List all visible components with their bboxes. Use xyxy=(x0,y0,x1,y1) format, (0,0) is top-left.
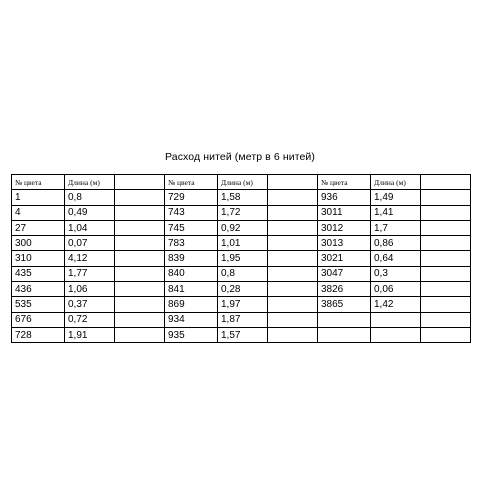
header-length: Длина (м) xyxy=(218,175,268,190)
table-row xyxy=(12,205,471,220)
color-number-cell xyxy=(318,312,371,327)
length-cell: 0,49 xyxy=(65,205,115,220)
color-number-cell: 3021 xyxy=(318,251,371,266)
color-number-cell: 3047 xyxy=(318,266,371,281)
spacer-cell xyxy=(268,251,318,266)
length-cell: 0,64 xyxy=(371,251,421,266)
spacer-cell xyxy=(421,175,471,190)
header-length: Длина (м) xyxy=(371,175,421,190)
spacer-cell xyxy=(115,312,165,327)
table-row xyxy=(12,282,471,297)
length-cell: 1,57 xyxy=(218,327,268,342)
spacer-cell xyxy=(115,266,165,281)
spacer-cell xyxy=(421,220,471,235)
length-cell: 4,12 xyxy=(65,251,115,266)
length-cell: 1,77 xyxy=(65,266,115,281)
color-number-cell: 3865 xyxy=(318,297,371,312)
spacer-cell xyxy=(115,175,165,190)
length-cell: 1,91 xyxy=(65,327,115,342)
length-cell: 1,01 xyxy=(218,236,268,251)
spacer-cell xyxy=(421,236,471,251)
length-cell: 0,92 xyxy=(218,220,268,235)
length-cell: 0,8 xyxy=(218,266,268,281)
length-cell: 0,28 xyxy=(218,282,268,297)
spacer-cell xyxy=(421,266,471,281)
table-row xyxy=(12,327,471,342)
spacer-cell xyxy=(421,312,471,327)
color-number-cell: 743 xyxy=(165,205,218,220)
table-row xyxy=(12,266,471,281)
length-cell: 1,97 xyxy=(218,297,268,312)
color-number-cell: 936 xyxy=(318,190,371,205)
color-number-cell: 869 xyxy=(165,297,218,312)
length-cell: 1,87 xyxy=(218,312,268,327)
length-cell: 0,37 xyxy=(65,297,115,312)
spacer-cell xyxy=(268,327,318,342)
color-number-cell: 728 xyxy=(12,327,65,342)
length-cell: 1,41 xyxy=(371,205,421,220)
length-cell: 1,49 xyxy=(371,190,421,205)
header-color-no: № цвета xyxy=(318,175,371,190)
color-number-cell: 535 xyxy=(12,297,65,312)
thread-consumption-table xyxy=(11,174,471,343)
spacer-cell xyxy=(268,190,318,205)
table-row xyxy=(12,297,471,312)
spacer-cell xyxy=(268,266,318,281)
spacer-cell xyxy=(421,297,471,312)
length-cell: 1,42 xyxy=(371,297,421,312)
spacer-cell xyxy=(115,297,165,312)
color-number-cell: 841 xyxy=(165,282,218,297)
length-cell: 1,95 xyxy=(218,251,268,266)
color-number-cell: 783 xyxy=(165,236,218,251)
spacer-cell xyxy=(115,236,165,251)
spacer-cell xyxy=(115,282,165,297)
header-color-no: № цвета xyxy=(12,175,65,190)
header-row xyxy=(12,175,471,190)
color-number-cell: 745 xyxy=(165,220,218,235)
spacer-cell xyxy=(268,282,318,297)
spacer-cell xyxy=(421,251,471,266)
color-number-cell: 310 xyxy=(12,251,65,266)
length-cell xyxy=(371,327,421,342)
spacer-cell xyxy=(115,220,165,235)
table-row xyxy=(12,236,471,251)
length-cell: 1,04 xyxy=(65,220,115,235)
color-number-cell: 435 xyxy=(12,266,65,281)
table-row xyxy=(12,312,471,327)
length-cell: 0,72 xyxy=(65,312,115,327)
spacer-cell xyxy=(268,220,318,235)
header-length: Длина (м) xyxy=(65,175,115,190)
spacer-cell xyxy=(421,327,471,342)
color-number-cell: 934 xyxy=(165,312,218,327)
length-cell: 1,58 xyxy=(218,190,268,205)
color-number-cell: 3013 xyxy=(318,236,371,251)
spacer-cell xyxy=(268,175,318,190)
spacer-cell xyxy=(115,190,165,205)
length-cell: 0,3 xyxy=(371,266,421,281)
color-number-cell: 935 xyxy=(165,327,218,342)
spacer-cell xyxy=(421,205,471,220)
color-number-cell: 1 xyxy=(12,190,65,205)
table-row xyxy=(12,220,471,235)
color-number-cell: 300 xyxy=(12,236,65,251)
spacer-cell xyxy=(115,205,165,220)
table-row xyxy=(12,190,471,205)
color-number-cell: 3012 xyxy=(318,220,371,235)
spacer-cell xyxy=(115,327,165,342)
color-number-cell: 840 xyxy=(165,266,218,281)
color-number-cell: 839 xyxy=(165,251,218,266)
length-cell: 0,06 xyxy=(371,282,421,297)
table-row xyxy=(12,251,471,266)
spacer-cell xyxy=(115,251,165,266)
table-title: Расход нитей (метр в 6 нитей) xyxy=(165,151,315,163)
length-cell: 1,06 xyxy=(65,282,115,297)
spacer-cell xyxy=(421,282,471,297)
length-cell: 0,86 xyxy=(371,236,421,251)
header-color-no: № цвета xyxy=(165,175,218,190)
spacer-cell xyxy=(421,190,471,205)
color-number-cell: 676 xyxy=(12,312,65,327)
color-number-cell: 436 xyxy=(12,282,65,297)
length-cell: 0,07 xyxy=(65,236,115,251)
color-number-cell: 3011 xyxy=(318,205,371,220)
length-cell: 0,8 xyxy=(65,190,115,205)
spacer-cell xyxy=(268,236,318,251)
color-number-cell: 729 xyxy=(165,190,218,205)
color-number-cell: 4 xyxy=(12,205,65,220)
length-cell: 1,72 xyxy=(218,205,268,220)
color-number-cell: 3826 xyxy=(318,282,371,297)
spacer-cell xyxy=(268,297,318,312)
color-number-cell: 27 xyxy=(12,220,65,235)
spacer-cell xyxy=(268,205,318,220)
color-number-cell xyxy=(318,327,371,342)
length-cell xyxy=(371,312,421,327)
length-cell: 1,7 xyxy=(371,220,421,235)
spacer-cell xyxy=(268,312,318,327)
